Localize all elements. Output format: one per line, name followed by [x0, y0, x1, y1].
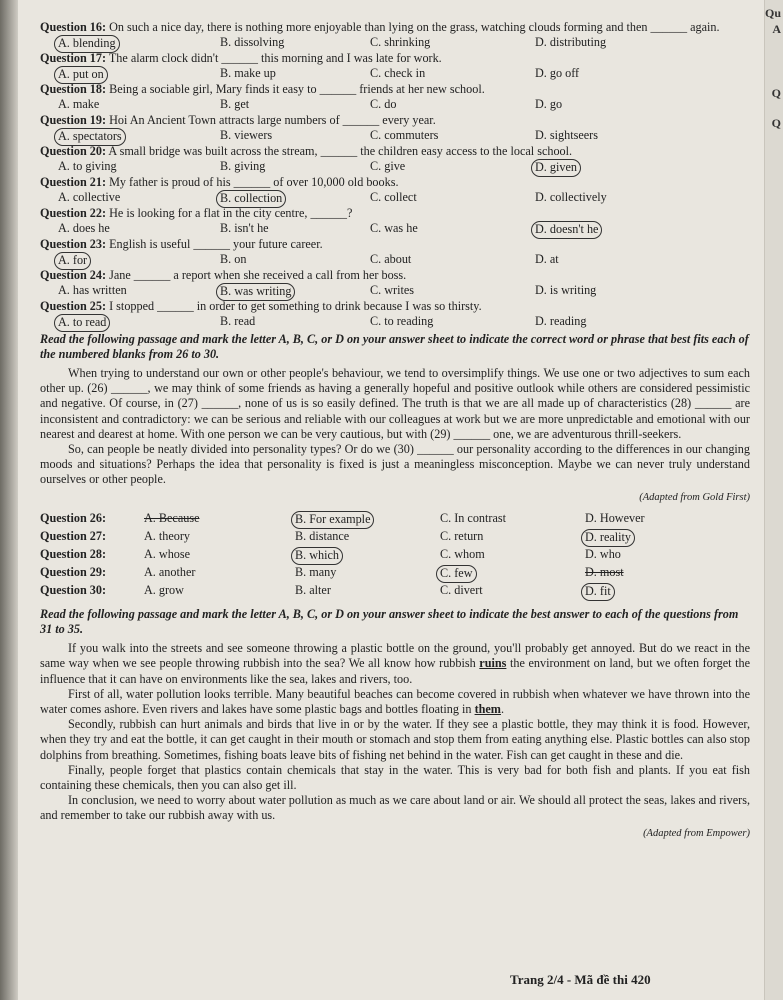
grid-option: C. whom [440, 547, 485, 562]
question-item [40, 237, 750, 268]
question-item [40, 268, 750, 299]
question-text: My father is proud of his ______ of over 10,000 old books. [109, 175, 399, 189]
question-number: Question 18: [40, 82, 107, 96]
answer-grid-26-30 [40, 509, 750, 605]
question-number: Question 19: [40, 113, 107, 127]
question-number: Question 20: [40, 144, 107, 158]
question-text: English is useful ______ your future career. [109, 237, 323, 251]
question-stem [40, 20, 720, 36]
answer-option: A. to giving [58, 159, 117, 173]
grid-option: C. return [440, 529, 484, 544]
question-number: Question 21: [40, 175, 107, 189]
instruction-26-30: Read the following passage and mark the letter A, B, C, or D on your answer sheet to indicate the correct word or phrase that best fits each of the numbered blanks from 26 to 30. [40, 332, 749, 361]
passage2-paragraph-5: In conclusion, we need to worry about water pollution as much as we care about land or air. We should all protect the seas, lakes and rivers, and remember to take our rubbish away with us. [40, 793, 750, 823]
question-stem [40, 51, 442, 67]
answer-option: D. distributing [535, 35, 607, 49]
underlined-word-ruins: ruins [479, 656, 507, 671]
grid-option: A. whose [144, 547, 191, 562]
question-item [40, 299, 750, 330]
grid-option: B. many [295, 565, 337, 580]
answer-option: D. at [535, 252, 559, 266]
passage2-paragraph-1: If you walk into the streets and see someone throwing a plastic bottle on the ground, you'll probably get annoyed. But do we react in the same way when we see people throwing rubbish into the sea? We all know how rubbish ruins the environment on land, but we often forget the influence that it can have on environments like the sea, lakes and rivers, too. [40, 641, 750, 686]
grid-question-number: Question 30: [40, 583, 107, 598]
question-stem [40, 82, 485, 98]
grid-option: A. theory [144, 529, 191, 544]
edge-text-1: Qu [764, 6, 781, 20]
question-stem [40, 175, 399, 191]
answer-option: A. collective [58, 190, 121, 204]
answer-option: C. commuters [370, 128, 439, 142]
question-stem [40, 144, 572, 160]
question-text: A small bridge was built across the stream, ______ the children easy access to the local school. [108, 144, 573, 158]
answer-option: C. about [370, 252, 412, 266]
answer-option: A. put on [54, 66, 108, 84]
answer-option: B. dissolving [220, 35, 285, 49]
question-number: Question 25: [40, 299, 107, 313]
answer-option: D. go [535, 97, 563, 111]
question-stem [40, 237, 323, 253]
questions-16-25 [40, 20, 750, 330]
answer-option: D. given [531, 159, 581, 177]
question-stem [40, 268, 406, 284]
passage2-paragraph-3: Secondly, rubbish can hurt animals and birds that live in or by the water. If they see a plastic bottle, they may think it is food. However, when they try and eat the bottle, it can get caught in their mouth or stomach and stop them from eating anything else. Plastic bottles can also stop dolphins from breathing. Sometimes, fishing boats leave bits of fishing net behind in the water. Fish can get caught in these and die. [40, 717, 750, 762]
grid-option: C. few [436, 565, 477, 583]
question-number: Question 23: [40, 237, 107, 251]
passage1-paragraph-1: When trying to understand our own or other people's behaviour, we tend to oversimplify things. We use one or two adjectives to sum each other up. (26) ______, we may think of some friends as having a generally hopeful and positive outlook while others are considered pessimistic and negative. Of course, in (27) ______, none of us is so easily defined. The truth is that we are all made up of characteristics (28) ______ are inconsistent and contradictory: we can be serious and reliable with our colleagues at work but we are more unpredictable and emotional with our nearest and dearest at home. With one person we can be very cautious, but with (29) ______ one, we are adventurous thrill-seekers. [40, 366, 750, 441]
answer-option: C. to reading [370, 314, 434, 328]
answer-option: D. collectively [535, 190, 607, 204]
passage2-paragraph-4: Finally, people forget that plastics contain chemicals that stay in the water. This is very bad for both fish and plants. If you eat fish containing these chemicals, then you can also get ill. [40, 762, 750, 793]
question-number: Question 22: [40, 206, 107, 220]
grid-question-number: Question 27: [40, 529, 107, 544]
question-text: Hoi An Ancient Town attracts large numbers of ______ every year. [109, 113, 436, 127]
answer-option: C. shrinking [370, 35, 431, 49]
grid-option: D. However [585, 511, 645, 526]
instruction-31-35: Read the following passage and mark the letter A, B, C, or D on your answer sheet to indicate the best answer to each of the questions from 31 to 35. [40, 607, 739, 637]
question-number: Question 24: [40, 268, 107, 282]
answer-option: C. give [370, 159, 406, 173]
grid-option: B. distance [295, 529, 350, 544]
question-item [40, 113, 750, 144]
edge-text-3: Q [771, 86, 781, 100]
answer-option: A. spectators [54, 128, 126, 146]
question-text: On such a nice day, there is nothing more enjoyable than lying on the grass, watching clouds forming and then ______ again. [109, 20, 720, 34]
answer-option: B. was writing [216, 283, 295, 301]
question-text: I stopped ______ in order to get something to drink because I was so thirsty. [109, 299, 482, 313]
answer-option: B. get [220, 97, 250, 111]
passage1-source: (Adapted from Gold First) [639, 491, 750, 503]
answer-option: C. was he [370, 221, 418, 235]
answer-option: B. viewers [220, 128, 273, 142]
exam-content [40, 20, 750, 845]
passage1-paragraph-2: So, can people be neatly divided into personality types? Or do we (30) ______ our personality according to the differences in our changing moods and situations? Perhaps the idea that personality is fixed is just a meaningless misconception. Maybe we can never truly understand ourselves or other people. [40, 442, 750, 487]
answer-option: D. sightseers [535, 128, 598, 142]
grid-option: D. who [585, 547, 621, 562]
grid-row [40, 565, 750, 581]
answer-option: C. check in [370, 66, 426, 80]
answer-option: D. is writing [535, 283, 597, 297]
answer-option: D. go off [535, 66, 580, 80]
grid-option: A. Because [144, 511, 200, 526]
question-item [40, 206, 750, 237]
grid-option: B. For example [291, 511, 374, 529]
question-stem [40, 299, 482, 315]
grid-option: D. reality [581, 529, 635, 547]
next-page-edge [764, 0, 783, 1000]
answer-option: D. doesn't he [531, 221, 602, 239]
underlined-word-them: them [474, 702, 501, 717]
question-item [40, 144, 750, 175]
answer-option: B. make up [220, 66, 276, 80]
grid-option: C. In contrast [440, 511, 507, 526]
answer-option: A. to read [54, 314, 110, 332]
grid-question-number: Question 28: [40, 547, 107, 562]
answer-option: A. does he [58, 221, 110, 235]
question-text: Being a sociable girl, Mary finds it easy to ______ friends at her new school. [109, 82, 485, 96]
answer-option: B. on [220, 252, 247, 266]
grid-option: A. another [144, 565, 196, 580]
answer-option: A. blending [54, 35, 120, 53]
grid-row [40, 547, 750, 563]
grid-row [40, 529, 750, 545]
answer-option: C. collect [370, 190, 417, 204]
grid-option: B. which [291, 547, 343, 565]
answer-option: A. make [58, 97, 100, 111]
passage2-paragraph-2: First of all, water pollution looks terrible. Many beautiful beaches can become covered in rubbish when whatever we have thrown into the water comes ashore. Even rivers and lakes have some plastic bags and bottles floating in them. [40, 686, 750, 717]
answer-option: C. writes [370, 283, 415, 297]
question-stem [40, 206, 352, 222]
edge-text-4: Q [771, 116, 781, 130]
grid-option: D. fit [581, 583, 615, 601]
answer-option: B. isn't he [220, 221, 269, 235]
grid-option: A. grow [144, 583, 184, 598]
question-text: He is looking for a flat in the city centre, ______? [109, 206, 353, 220]
answer-option: A. has written [58, 283, 127, 297]
question-number: Question 16: [40, 20, 107, 34]
answer-option: B. collection [216, 190, 286, 208]
answer-option: A. for [54, 252, 91, 270]
question-item [40, 82, 750, 113]
question-stem [40, 113, 436, 129]
question-item [40, 20, 750, 51]
answer-option: B. giving [220, 159, 266, 173]
question-item [40, 175, 750, 206]
question-item [40, 51, 750, 82]
answer-option: D. reading [535, 314, 587, 328]
question-text: The alarm clock didn't ______ this morning and I was late for work. [108, 51, 442, 65]
page-footer: Trang 2/4 - Mã đề thi 420 [510, 972, 651, 987]
grid-question-number: Question 29: [40, 565, 107, 580]
question-text: Jane ______ a report when she received a call from her boss. [109, 268, 407, 282]
grid-question-number: Question 26: [40, 511, 107, 526]
answer-option: B. read [220, 314, 256, 328]
grid-option: D. most [585, 565, 624, 580]
passage2-source: (Adapted from Empower) [643, 827, 750, 839]
edge-text-2: A [772, 22, 781, 36]
grid-row [40, 583, 750, 599]
grid-option: C. divert [440, 583, 483, 598]
question-number: Question 17: [40, 51, 107, 65]
grid-option: B. alter [295, 583, 331, 598]
grid-row [40, 511, 750, 527]
answer-option: C. do [370, 97, 397, 111]
